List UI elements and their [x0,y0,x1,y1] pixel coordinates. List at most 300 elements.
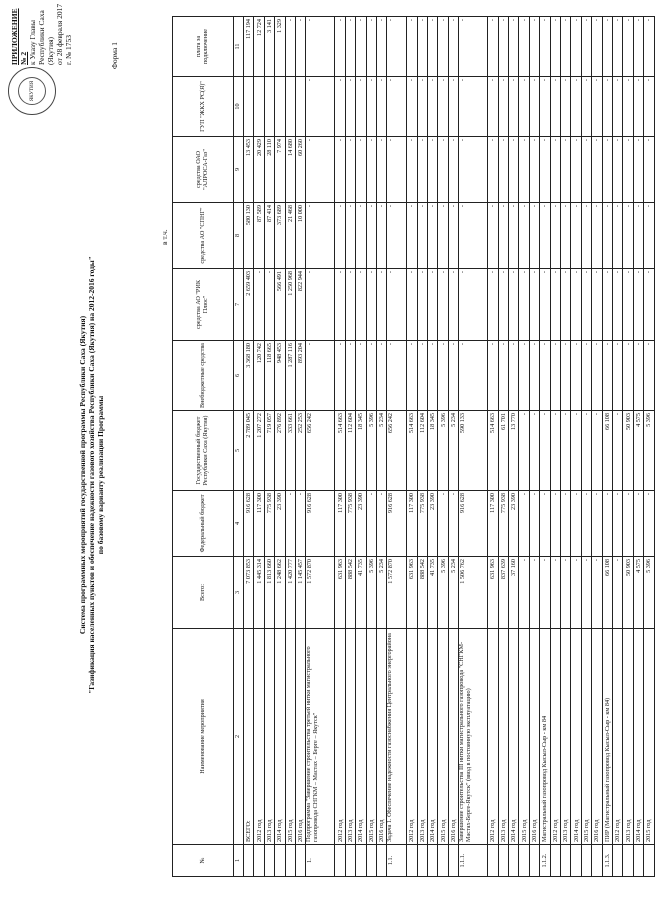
row-name: 2016 год [529,629,539,845]
value-cell: - [417,341,427,411]
value-cell: - [366,203,376,269]
value-cell: - [612,77,622,137]
value-cell: - [592,411,602,491]
value-cell: - [448,491,458,557]
value-cell: 1 813 660 [264,557,274,629]
value-cell: - [560,411,570,491]
value-cell: - [550,203,560,269]
value-cell: - [488,341,498,411]
value-cell: - [356,17,366,77]
value-cell: 590 133 [459,411,488,491]
value-cell: - [366,269,376,341]
value-cell: - [560,491,570,557]
column-number: 11 [234,17,244,77]
row-number [623,845,633,877]
table-row [417,17,427,877]
value-cell: - [633,77,643,137]
value-cell: 893 204 [295,341,305,411]
row-number: 1.1.3. [602,845,612,877]
table-row [623,17,633,877]
header-pay: плата за подключение [173,17,234,77]
value-cell: - [417,137,427,203]
value-cell: - [376,77,386,137]
value-cell: - [438,269,448,341]
value-cell: - [550,77,560,137]
value-cell: - [448,77,458,137]
value-cell: - [529,557,539,629]
value-cell: 514 663 [335,411,345,491]
column-number: 2 [234,629,244,845]
row-name: Магистральный газопровод Кысыл-Сыр - км 84 [540,629,550,845]
value-cell: - [644,269,654,341]
row-name: 2013 год [623,629,633,845]
value-cell: 3 141 [264,17,274,77]
value-cell: - [529,77,539,137]
row-number [488,845,498,877]
row-name: 2013 год [264,629,274,845]
value-cell: 656 242 [387,411,407,491]
value-cell: - [345,17,355,77]
value-cell: 2 789 045 [244,411,254,491]
table-row [612,17,622,877]
value-cell: 916 628 [244,491,254,557]
value-cell: - [623,77,633,137]
value-cell: - [387,341,407,411]
value-cell: - [306,341,335,411]
value-cell: 1 145 457 [295,557,305,629]
table-row [459,17,488,877]
value-cell: - [306,137,335,203]
row-name: Завершение строительства III нитки магистрального газопровода "СНГКМ-Мастах-Берге-Якутск" (ввод в постоянную эксплуатацию) [459,629,488,845]
value-cell: 18 345 [356,411,366,491]
row-name: 2012 год [254,629,264,845]
value-cell: 66 108 [602,557,612,629]
value-cell: 117 300 [407,491,417,557]
row-name: ВСЕГО: [244,629,254,845]
value-cell: - [540,137,550,203]
value-cell: - [612,203,622,269]
value-cell: 631 963 [407,557,417,629]
value-cell: 23 390 [509,491,519,557]
row-number [519,845,529,877]
value-cell: - [366,491,376,557]
value-cell: - [509,203,519,269]
row-name: 2013 год [345,629,355,845]
row-name: 2015 год [519,629,529,845]
table-row [264,17,274,877]
value-cell: - [459,77,488,137]
row-name: 2012 год [335,629,345,845]
value-cell: - [581,137,591,203]
value-cell: 21 468 [285,203,295,269]
value-cell: 66 108 [602,411,612,491]
value-cell: - [529,137,539,203]
column-number: 8 [234,203,244,269]
value-cell: - [602,269,612,341]
value-cell: - [592,341,602,411]
value-cell: - [376,269,386,341]
value-cell: - [644,341,654,411]
value-cell [244,77,254,137]
value-cell: 4 575 [633,411,643,491]
value-cell: 252 253 [295,411,305,491]
table-row [498,17,508,877]
value-cell: - [498,137,508,203]
value-cell: - [612,17,622,77]
program-table [172,16,655,877]
row-name: 2014 год [571,629,581,845]
appendix-line-4: от 28 февраля 2017 г. № 1753 [55,3,73,65]
value-cell: - [560,269,570,341]
value-cell: - [366,341,376,411]
value-cell: 87 414 [264,203,274,269]
value-cell: 14 680 [285,137,295,203]
seal-center: ЯКУТИЯ [18,77,46,105]
table-row [438,17,448,877]
table-row [244,17,254,877]
value-cell: - [448,17,458,77]
table-row [571,17,581,877]
value-cell: 13 770 [509,411,519,491]
row-name: Подпрограмма "Завершение строительства третьей нитки магистрального газопровода СНГКМ – Мастах – Берге – Якутск" [306,629,335,845]
value-cell: 656 242 [306,411,335,491]
value-cell: 822 944 [295,269,305,341]
value-cell: - [560,557,570,629]
value-cell: 23 390 [275,491,285,557]
value-cell: 5 234 [448,411,458,491]
value-cell: - [438,341,448,411]
value-cell [295,77,305,137]
row-number [407,845,417,877]
appendix-line-2: к Указу Главы [28,20,37,65]
value-cell: - [550,17,560,77]
table-row [488,17,498,877]
title-line-2: "Газификация населенных пунктов и обеспечение надежности газового хозяйства Республики Саха (Якутия) на 2012-2016 годы" [87,256,96,694]
value-cell: 117 300 [335,491,345,557]
appendix-block [10,3,73,65]
table-row [581,17,591,877]
table-row [254,17,264,877]
value-cell: - [387,269,407,341]
value-cell: - [581,557,591,629]
row-number [498,845,508,877]
value-cell: 276 892 [275,411,285,491]
value-cell: - [417,77,427,137]
value-cell: - [560,137,570,203]
value-cell: - [581,411,591,491]
value-cell: - [335,137,345,203]
value-cell: 1 572 870 [387,557,407,629]
value-cell: 631 963 [488,557,498,629]
row-name: 2015 год [366,629,376,845]
table-row [509,17,519,877]
value-cell: - [644,17,654,77]
row-number [571,845,581,877]
value-cell: - [407,77,417,137]
value-cell: - [540,269,550,341]
row-number [366,845,376,877]
table-row [295,17,305,877]
value-cell: - [428,269,438,341]
value-cell: - [529,17,539,77]
value-cell: 333 661 [285,411,295,491]
value-cell: 117 300 [254,491,264,557]
value-cell: - [488,17,498,77]
value-cell: 3 368 180 [244,341,254,411]
value-cell: 112 604 [417,411,427,491]
value-cell: - [488,203,498,269]
document-title [78,165,105,785]
value-cell: - [306,203,335,269]
value-cell: 1 420 777 [285,557,295,629]
value-cell: - [592,77,602,137]
value-cell: - [285,491,295,557]
row-name: 2012 год [488,629,498,845]
value-cell: - [581,77,591,137]
row-name: 2012 год [407,629,417,845]
value-cell: 20 429 [254,137,264,203]
row-number [644,845,654,877]
value-cell: - [612,341,622,411]
value-cell: - [376,203,386,269]
table-row [560,17,570,877]
value-cell: - [345,269,355,341]
value-cell: - [612,491,622,557]
value-cell: - [519,557,529,629]
value-cell: - [571,269,581,341]
value-cell: - [387,17,407,77]
value-cell: 916 628 [387,491,407,557]
value-cell: - [592,137,602,203]
row-name: Задача 1. Обеспечение надежности газоснабжения Центрального энергорайона [387,629,407,845]
value-cell: - [428,341,438,411]
official-seal [8,67,56,115]
value-cell: - [519,341,529,411]
value-cell: - [540,491,550,557]
value-cell: - [592,17,602,77]
value-cell: 1 329 [275,17,285,77]
value-cell: 60 260 [295,137,305,203]
value-cell: - [407,203,417,269]
value-cell: - [488,137,498,203]
value-cell: - [376,17,386,77]
column-number: 6 [234,341,244,411]
value-cell: - [459,203,488,269]
row-number: 1. [306,845,335,877]
value-cell: - [417,17,427,77]
value-cell: - [335,341,345,411]
column-number: 4 [234,491,244,557]
value-cell: - [519,269,529,341]
row-name: 2015 год [581,629,591,845]
value-cell: - [633,17,643,77]
value-cell: 775 938 [417,491,427,557]
value-cell: - [407,341,417,411]
value-cell: - [571,17,581,77]
value-cell: - [345,203,355,269]
value-cell: 5 234 [376,411,386,491]
value-cell: 23 390 [356,491,366,557]
value-cell: - [633,137,643,203]
column-number: 7 [234,269,244,341]
value-cell: 775 938 [345,491,355,557]
value-cell: 775 938 [264,491,274,557]
value-cell: 117 300 [488,491,498,557]
row-name: 2014 год [428,629,438,845]
table-row [644,17,654,877]
table-row [376,17,386,877]
row-number [345,845,355,877]
value-cell: 888 542 [345,557,355,629]
value-cell: - [509,341,519,411]
value-cell: - [356,77,366,137]
value-cell: - [581,17,591,77]
row-number [438,845,448,877]
value-cell: - [571,491,581,557]
header-name: Наименование мероприятия [173,629,234,845]
value-cell: - [366,137,376,203]
value-cell: 916 628 [306,491,335,557]
value-cell: - [540,203,550,269]
row-number [581,845,591,877]
row-name: 2013 год [560,629,570,845]
value-cell [254,77,264,137]
value-cell: - [428,137,438,203]
value-cell: - [540,557,550,629]
value-cell: - [376,491,386,557]
value-cell: - [560,77,570,137]
row-number [244,845,254,877]
row-name: 2014 год [509,629,519,845]
value-cell: 50 903 [623,411,633,491]
value-cell: 837 639 [498,557,508,629]
value-cell: 1 207 272 [254,411,264,491]
value-cell: - [571,557,581,629]
value-cell: - [612,269,622,341]
value-cell: - [459,137,488,203]
value-cell: - [376,341,386,411]
row-number [509,845,519,877]
value-cell: - [509,77,519,137]
value-cell: - [623,137,633,203]
value-cell: - [633,491,643,557]
value-cell: 1 248 662 [275,557,285,629]
value-cell: - [509,269,519,341]
value-cell: - [571,203,581,269]
value-cell: - [581,203,591,269]
header-extra: Внебюджетные средства [173,341,234,411]
table-row [633,17,643,877]
table-row [448,17,458,877]
row-number: 1.1. [387,845,407,877]
table-row [529,17,539,877]
value-cell: - [438,491,448,557]
value-cell: 117 194 [244,17,254,77]
table-row [306,17,335,877]
value-cell: - [387,77,407,137]
value-cell: - [519,411,529,491]
table-row [335,17,345,877]
value-cell: - [438,203,448,269]
value-cell: 514 663 [488,411,498,491]
header-num: № [173,845,234,877]
value-cell: - [623,17,633,77]
value-cell: - [602,17,612,77]
value-cell: - [345,137,355,203]
value-cell: 18 345 [428,411,438,491]
value-cell: - [581,341,591,411]
value-cell: - [509,137,519,203]
row-number [550,845,560,877]
value-cell: - [448,269,458,341]
column-number: 9 [234,137,244,203]
value-cell: - [488,269,498,341]
value-cell: 5 396 [366,557,376,629]
row-name: 2015 год [285,629,295,845]
column-number: 5 [234,411,244,491]
value-cell: 580 130 [244,203,254,269]
row-name: 2014 год [633,629,643,845]
value-cell: 2 659 403 [244,269,254,341]
row-number [448,845,458,877]
value-cell: - [306,269,335,341]
value-cell: - [438,77,448,137]
value-cell: - [550,137,560,203]
value-cell: - [407,17,417,77]
value-cell: - [356,341,366,411]
value-cell: - [529,341,539,411]
value-cell: 1 572 870 [306,557,335,629]
value-cell: 13 453 [244,137,254,203]
value-cell: - [335,77,345,137]
value-cell: 112 604 [345,411,355,491]
value-cell: - [459,17,488,77]
value-cell: - [592,491,602,557]
value-cell: - [387,137,407,203]
value-cell: - [623,341,633,411]
value-cell: - [448,137,458,203]
row-number: 1.1.2. [540,845,550,877]
value-cell: 5 396 [366,411,376,491]
value-cell: - [571,341,581,411]
value-cell: - [356,137,366,203]
value-cell: 5 396 [438,557,448,629]
value-cell: - [448,341,458,411]
value-cell: 4 575 [633,557,643,629]
value-cell: 566 491 [275,269,285,341]
header-total: Всего: [173,557,234,629]
value-cell: - [295,17,305,77]
form-label: Форма 1 [110,42,119,69]
table-row [345,17,355,877]
row-name: 2012 год [612,629,622,845]
table-row [540,17,550,877]
value-cell: - [581,269,591,341]
header-sng: средства АО "СПНГ" [173,203,234,269]
value-cell: - [519,137,529,203]
row-number [335,845,345,877]
value-cell: 28 110 [264,137,274,203]
value-cell: 7 073 853 [244,557,254,629]
value-cell: - [550,557,560,629]
row-name: 2016 год [592,629,602,845]
value-cell: 719 057 [264,411,274,491]
row-number [560,845,570,877]
row-name: 2016 год [376,629,386,845]
value-cell: - [550,341,560,411]
value-cell: - [498,203,508,269]
value-cell: - [407,269,417,341]
